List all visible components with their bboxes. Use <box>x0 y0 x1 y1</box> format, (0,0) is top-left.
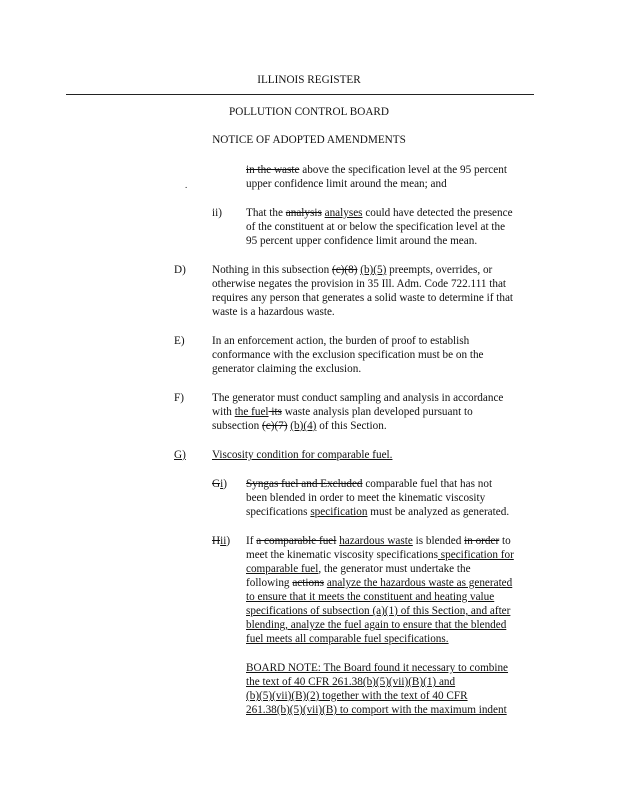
item-g-ii-line-6: specifications of subsection (a)(1) of this Section, and after <box>246 605 511 617</box>
underlined-text: (b)(4) <box>290 420 317 432</box>
underlined-text: analyses <box>324 207 363 219</box>
item-g-ii-line-1: If a comparable fuel hazardous waste is blended in order to <box>246 535 511 547</box>
item-d-line-1: Nothing in this subsection (c)(8) (b)(5) preempts, overrides, or <box>212 264 493 276</box>
board-note-line-4: 261.38(b)(5)(vii)(B) to comport with the maximum indent <box>246 704 507 716</box>
item-g-ii-label: Hii) <box>212 535 231 547</box>
item-f-line-3: subsection (c)(7) (b)(4) of this Section. <box>212 420 387 432</box>
item-d-line-3: requires any person that generates a solid waste to determine if that <box>212 292 514 304</box>
item-g-ii-line-7: blending, analyze the fuel again to ensure that the blended <box>246 619 507 631</box>
item-g-ii-line-3: comparable fuel, the generator must undertake the <box>246 563 471 575</box>
item-ii-line-3: 95 percent upper confidence limit around the mean. <box>246 235 478 247</box>
item-e-line-2: conformance with the exclusion specification must be on the <box>212 349 484 361</box>
item-g-ii-line-4: following actions analyze the hazardous waste as generated <box>246 577 513 589</box>
item-g-title: Viscosity condition for comparable fuel. <box>212 449 393 461</box>
board-note-line-2: the text of 40 CFR 261.38(b)(5)(vii)(B)(1) and <box>246 676 456 688</box>
continuation-line-2: upper confidence limit around the mean; and <box>246 178 447 190</box>
item-g-ii-line-5: to ensure that it meets the constituent and heating value <box>246 591 495 603</box>
stray-mark: . <box>185 180 188 190</box>
strikethrough-text: (c)(7) <box>262 420 288 432</box>
item-g-label: G) <box>174 449 186 461</box>
strikethrough-text: Syngas fuel and Excluded <box>246 478 363 490</box>
underlined-text: (b)(5) <box>360 264 387 276</box>
strikethrough-text: its <box>268 406 282 418</box>
register-title: ILLINOIS REGISTER <box>257 74 361 86</box>
notice-title: NOTICE OF ADOPTED AMENDMENTS <box>212 134 406 146</box>
underlined-text: the fuel <box>234 406 269 418</box>
item-f-label: F) <box>174 392 184 404</box>
item-d-line-4: waste is a hazardous waste. <box>212 306 335 318</box>
underlined-text: specification for <box>438 549 514 561</box>
header-rule <box>66 94 534 95</box>
item-d-label: D) <box>174 264 186 276</box>
item-e-line-3: generator claiming the exclusion. <box>212 363 362 375</box>
strikethrough-text: (c)(8) <box>331 264 358 276</box>
strikethrough-text: analysis <box>285 207 322 219</box>
item-g-i-line-2: been blended in order to meet the kinematic viscosity <box>246 492 486 504</box>
item-e-line-1: In an enforcement action, the burden of proof to establish <box>212 335 470 347</box>
item-f-line-2: with the fuel its waste analysis plan developed pursuant to <box>212 406 473 418</box>
strikethrough-text: in order <box>464 535 500 547</box>
item-g-ii-line-8: fuel meets all comparable fuel specifications. <box>246 633 449 645</box>
item-d-line-2: otherwise negates the provision in 35 Ill. Adm. Code 722.111 that <box>212 278 507 290</box>
board-note-line-3: (b)(5)(vii)(B)(2) together with the text of 40 CFR <box>246 690 468 702</box>
item-ii-line-2: of the constituent at or below the specification level at the <box>246 221 506 233</box>
strikethrough-text: in the waste <box>246 164 300 176</box>
item-e-label: E) <box>174 335 185 347</box>
underlined-text: analyze the hazardous waste as generated <box>326 577 513 589</box>
item-ii-line-1: That the analysis analyses could have detected the presence <box>246 207 513 219</box>
underlined-text: specification <box>310 506 368 518</box>
item-ii-label: ii) <box>212 207 222 219</box>
item-g-ii-line-2: meet the kinematic viscosity specifications specification for <box>246 549 514 561</box>
item-f-line-1: The generator must conduct sampling and analysis in accordance <box>212 392 504 404</box>
board-note-line-1: BOARD NOTE: The Board found it necessary to combine <box>246 662 509 674</box>
underlined-text: hazardous waste <box>339 535 413 547</box>
strikethrough-text: a comparable fuel <box>256 535 337 547</box>
underlined-text: comparable fuel <box>246 563 319 575</box>
item-g-i-label: Gi) <box>212 478 227 490</box>
continuation-line-1: in the waste above the specification level at the 95 percent <box>246 164 507 176</box>
board-title: POLLUTION CONTROL BOARD <box>229 106 389 118</box>
item-g-i-line-3: specifications specification must be analyzed as generated. <box>246 506 510 518</box>
strikethrough-text: actions <box>292 577 325 589</box>
item-g-i-line-1: Syngas fuel and Excluded comparable fuel that has not <box>246 478 493 490</box>
